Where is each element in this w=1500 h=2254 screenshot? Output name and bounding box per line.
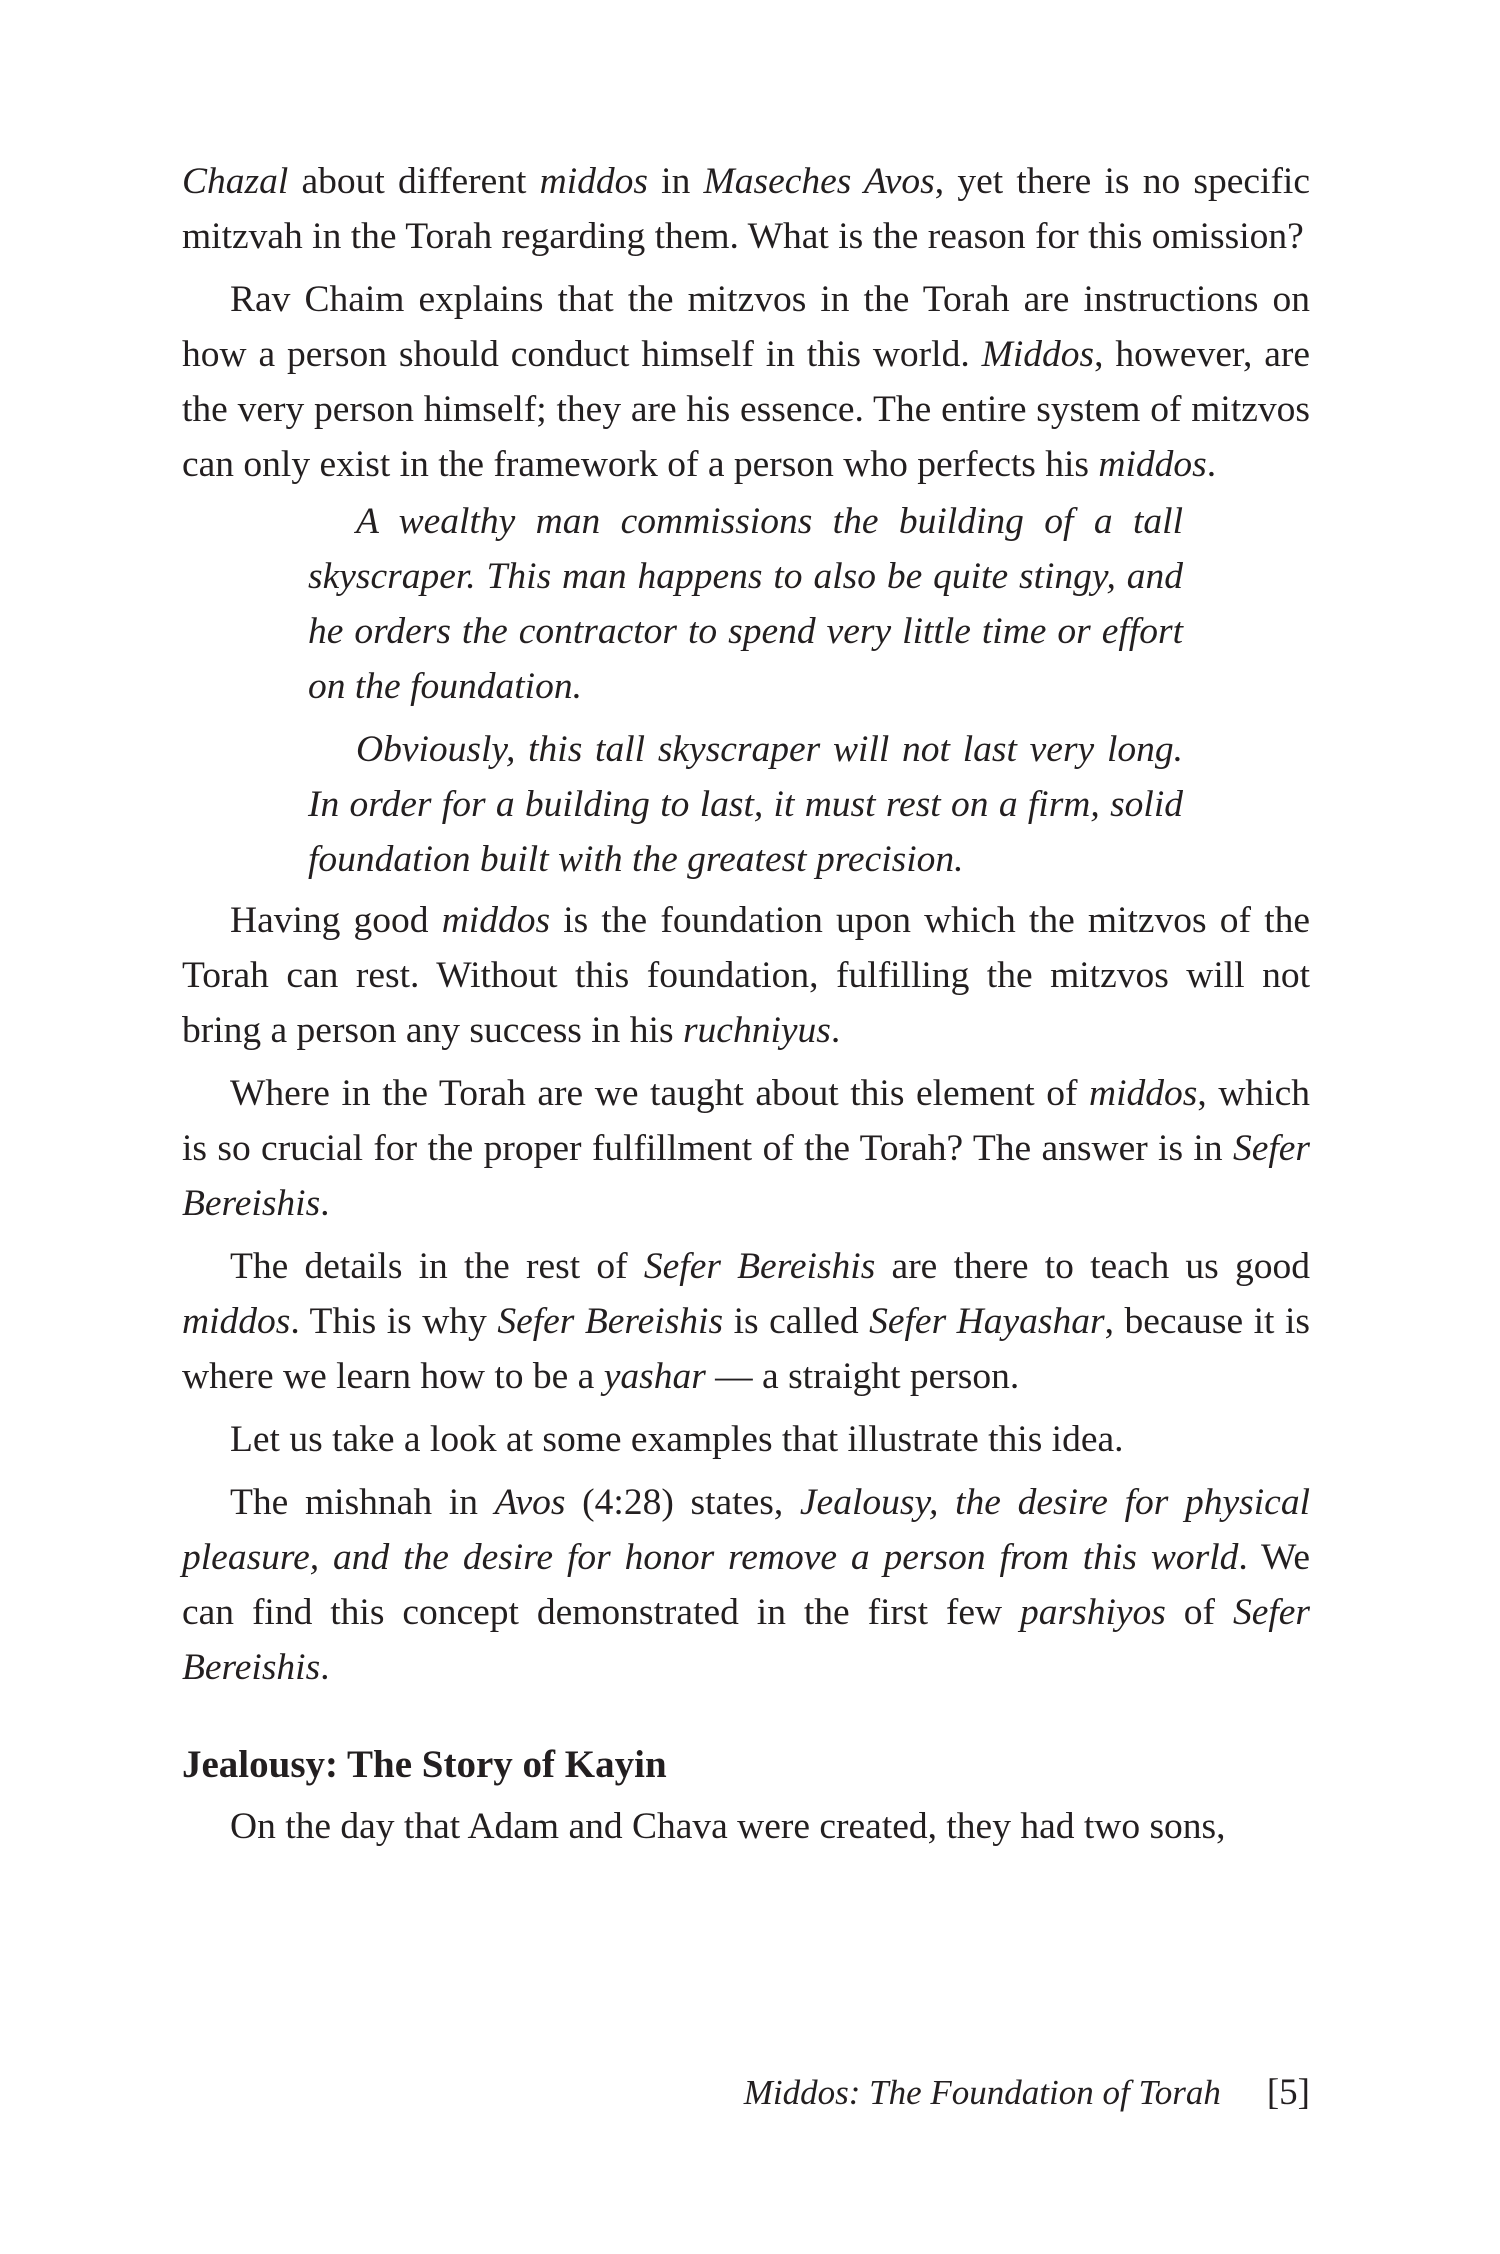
paragraph: On the day that Adam and Chava were created, they had two sons, <box>230 1806 1226 1847</box>
page-number: [5] <box>1266 2072 1310 2113</box>
paragraph: Having good middos is the foundation upon which the mitzvos of the Torah can rest. Without this foundation, fulfilling the mitzvos will not bring a person any success in his ruchniyus. <box>182 900 1311 1051</box>
paragraph: Where in the Torah are we taught about this element of middos, which is so crucial for the proper fulfillment of the Torah? The answer is in Sefer Bereishis. <box>182 1073 1310 1224</box>
paragraph: Rav Chaim explains that the mitzvos in the Torah are instructions on how a person should conduct himself in this world. Middos, however, are the very person himself; they are his essence. The entire system of mitzvos can only exist in the framework of a person who perfects his middos. <box>182 279 1310 485</box>
paragraph: Chazal about different middos in Maseches Avos, yet there is no specific mitzvah in the Torah regarding them. What is the reason for this omission? <box>182 161 1310 257</box>
quote-paragraph: Obviously, this tall skyscraper will not last very long. In order for a building to last, it must rest on a firm, solid foundation built with the greatest precision. <box>308 729 1183 880</box>
block-quote <box>308 494 1183 887</box>
page-text <box>182 154 1310 1854</box>
quote-paragraph: A wealthy man commissions the building of a tall skyscraper. This man happens to also be quite stingy, and he orders the contractor to spend very little time or effort on the foundation. <box>308 501 1183 707</box>
paragraph: Let us take a look at some examples that illustrate this idea. <box>230 1419 1124 1460</box>
running-title: Middos: The Foundation of Torah <box>743 2073 1221 2112</box>
section-heading: Jealousy: The Story of Kayin <box>182 1743 667 1786</box>
paragraph: The mishnah in Avos (4:28) states, Jealousy, the desire for physical pleasure, and the desire for honor remove a person from this world. We can find this concept demonstrated in the first few parshiyos of Sefer Bereishis. <box>182 1482 1310 1688</box>
running-footer <box>744 2068 1310 2118</box>
paragraph: The details in the rest of Sefer Bereishis are there to teach us good middos. This is why Sefer Bereishis is called Sefer Hayashar, because it is where we learn how to be a yashar — a straight person. <box>182 1246 1310 1397</box>
